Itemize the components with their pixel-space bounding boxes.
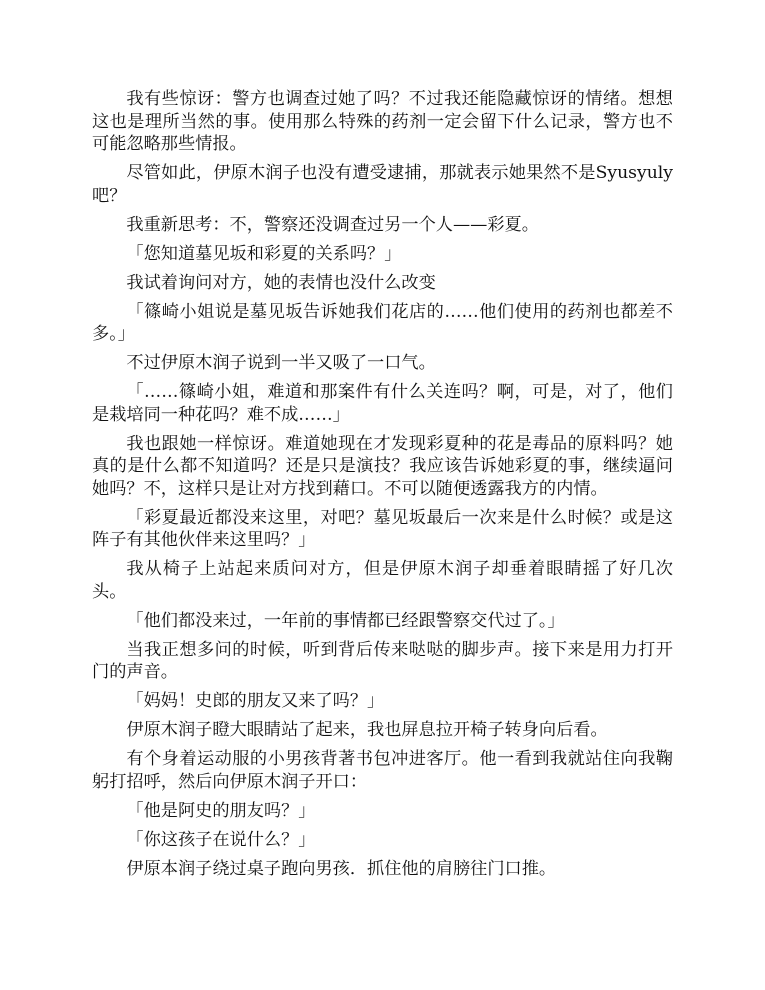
paragraph: 我也跟她一样惊讶。难道她现在才发现彩夏种的花是毒品的原料吗？她真的是什么都不知道吗？还是只是演技？我应该告诉她彩夏的事，继续逼问她吗？不，这样只是让对方找到藉口。不可以随便透露我方的内情。 — [92, 433, 673, 499]
paragraph: 我有些惊讶：警方也调查过她了吗？不过我还能隐藏惊讶的情绪。想想这也是理所当然的事。使用那么特殊的药剂一定会留下什么记录，警方也不可能忽略那些情报。 — [92, 89, 673, 154]
paragraph: 「妈妈！史郎的朋友又来了吗？」 — [126, 691, 385, 711]
paragraph: 「他们都没来过，一年前的事情都已经跟警察交代过了。」 — [126, 610, 565, 631]
paragraph: 不过伊原木润子说到一半又吸了一口气。 — [126, 353, 436, 373]
paragraph: 「……篠崎小姐，难道和那案件有什么关连吗？啊，可是，对了，他们是栽培同一种花吗？难不成……」 — [92, 382, 673, 425]
paragraph: 有个身着运动服的小男孩背著书包冲进客厅。他一看到我就站住向我鞠躬打招呼，然后向伊原木润子开口： — [92, 749, 673, 792]
paragraph: 我试着询问对方，她的表情也没什么改变 — [126, 272, 436, 293]
paragraph: 当我正想多问的时候，听到背后传来哒哒的脚步声。接下来是用力打开门的声音。 — [92, 639, 673, 682]
paragraph: 「篠崎小姐说是墓见坂告诉她我们花店的……他们使用的药剂也都差不多。」 — [92, 301, 673, 344]
paragraph: 伊原本润子绕过桌子跑向男孩．抓住他的肩膀往门口推。 — [126, 858, 557, 879]
paragraph: 我重新思考：不，警察还没调查过另一个人——彩夏。 — [126, 214, 539, 235]
paragraph: 「他是阿史的朋友吗？」 — [126, 800, 316, 821]
paragraph: 尽管如此，伊原木润子也没有遭受逮捕，那就表示她果然不是Syusyuly吧？ — [92, 163, 673, 206]
paragraph: 「您知道墓见坂和彩夏的关系吗？」 — [126, 243, 402, 264]
paragraph: 我从椅子上站起来质问对方，但是伊原木润子却垂着眼睛摇了好几次头。 — [92, 559, 673, 602]
paragraph: 伊原木润子瞪大眼睛站了起来，我也屏息拉开椅子转身向后看。 — [126, 720, 608, 740]
paragraph: 「彩夏最近都没来这里，对吧？墓见坂最后一次来是什么时候？或是这阵子有其他伙伴来这里吗？」 — [92, 507, 673, 550]
paragraph: 「你这孩子在说什么？」 — [126, 829, 316, 850]
